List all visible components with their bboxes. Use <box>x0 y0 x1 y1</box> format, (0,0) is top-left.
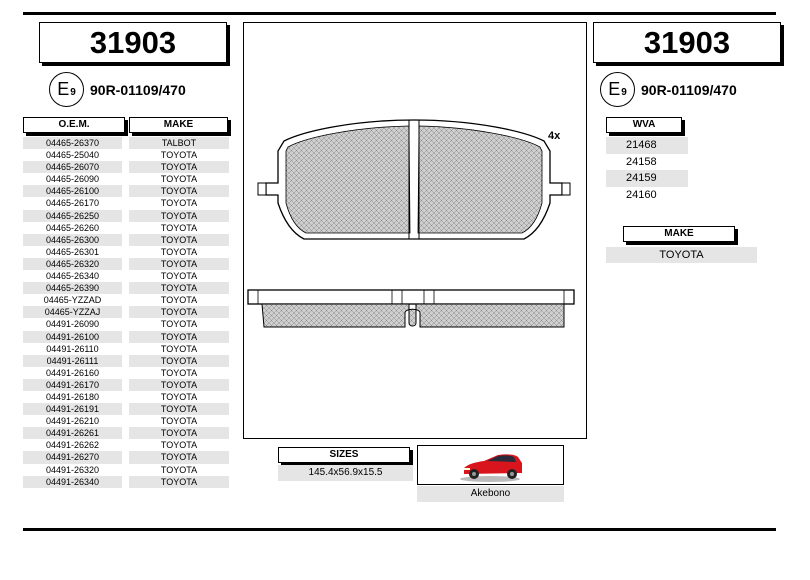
wva-header: WVA <box>606 117 682 133</box>
table-row <box>23 451 229 463</box>
make-name: TOYOTA <box>129 379 229 391</box>
make-name: TOYOTA <box>160 416 198 427</box>
oem-number: 04465-26250 <box>23 210 122 222</box>
oem-number: 04491-26110 <box>46 343 99 354</box>
wva-number: 24160 <box>626 188 657 201</box>
make-name: TOYOTA <box>129 451 229 463</box>
make-name: TOYOTA <box>129 403 229 415</box>
oem-number: 04465-26090 <box>45 174 100 185</box>
oem-number: 04465-26260 <box>45 222 100 233</box>
make-name: TOYOTA <box>160 222 198 233</box>
table-row <box>23 210 229 222</box>
make-name: TOYOTA <box>129 476 229 488</box>
approval-code: 90R-01109/470 <box>90 81 186 98</box>
oem-number: 04465-26170 <box>45 198 100 209</box>
oem-number: 04491-26160 <box>45 367 100 378</box>
make-name: TOYOTA <box>160 319 198 330</box>
table-row <box>23 246 229 258</box>
table-row <box>23 331 229 343</box>
table-row <box>23 197 229 209</box>
oem-number: 04465-26390 <box>23 282 122 294</box>
oem-number: 04465-26320 <box>23 258 122 270</box>
table-row <box>23 355 229 367</box>
brake-pad-drawing <box>243 22 587 439</box>
make-name: TOYOTA <box>129 185 229 197</box>
table-row <box>23 185 229 197</box>
table-row <box>23 222 229 234</box>
table-row <box>23 415 229 427</box>
table-row <box>23 379 229 391</box>
backing-plate <box>248 290 574 304</box>
make-name: TOYOTA <box>160 174 198 185</box>
make-name: TOYOTA <box>160 198 198 209</box>
make-name: TOYOTA <box>129 210 229 222</box>
oem-table <box>23 137 229 488</box>
friction-right <box>418 126 542 233</box>
make-name: TOYOTA <box>160 343 198 354</box>
sizes-header: SIZES <box>278 447 410 463</box>
wva-number: 24159 <box>606 170 688 187</box>
make-name: TOYOTA <box>160 295 198 306</box>
vehicle-image <box>417 445 564 485</box>
table-row <box>23 173 229 185</box>
friction-left <box>286 126 410 233</box>
approval-code: 90R-01109/470 <box>641 81 737 98</box>
oem-number: 04465-26100 <box>23 185 122 197</box>
oem-number: 04491-26340 <box>23 476 122 488</box>
oem-number: 04465-26340 <box>45 271 100 282</box>
table-row <box>23 343 229 355</box>
make-name: TOYOTA <box>129 282 229 294</box>
table-row <box>23 306 229 318</box>
oem-number: 04491-26111 <box>23 355 122 367</box>
oem-header: O.E.M. <box>23 117 125 133</box>
make-box-value: TOYOTA <box>606 247 757 263</box>
table-row <box>23 464 229 476</box>
make-box-header: MAKE <box>623 226 735 242</box>
make-name: TOYOTA <box>129 161 229 173</box>
make-name: TOYOTA <box>129 331 229 343</box>
car-icon <box>418 446 563 484</box>
make-name: TOYOTA <box>129 306 229 318</box>
oem-number: 04465-YZZAD <box>43 295 102 306</box>
oem-number: 04465-26301 <box>45 246 100 257</box>
oem-number: 04491-26262 <box>45 440 100 451</box>
wva-list <box>606 137 688 203</box>
oem-number: 04491-26261 <box>23 427 122 439</box>
table-row <box>23 270 229 282</box>
quantity-label: 4x <box>548 130 561 142</box>
friction-side <box>262 304 564 327</box>
make-name: TOYOTA <box>160 246 198 257</box>
table-row <box>23 318 229 330</box>
e-mark-icon: E $_9$ <box>49 72 84 107</box>
oem-number: 04491-26191 <box>23 403 122 415</box>
make-name: TOYOTA <box>129 258 229 270</box>
oem-number: 04465-26070 <box>23 161 122 173</box>
table-row <box>23 403 229 415</box>
oem-number: 04491-26180 <box>45 391 100 402</box>
table-row <box>23 282 229 294</box>
table-row <box>23 294 229 306</box>
table-row <box>23 161 229 173</box>
make-name: TOYOTA <box>129 355 229 367</box>
table-row <box>23 427 229 439</box>
table-row <box>23 137 229 149</box>
sizes-value: 145.4x56.9x15.5 <box>278 465 413 481</box>
table-row <box>23 258 229 270</box>
part-number-left: 31903 <box>39 22 227 63</box>
table-row <box>23 391 229 403</box>
oem-number: 04465-YZZAJ <box>23 306 122 318</box>
make-name: TOYOTA <box>160 367 198 378</box>
table-row <box>23 367 229 379</box>
approval-mark-right <box>600 72 737 107</box>
oem-number: 04465-26370 <box>23 137 122 149</box>
oem-number: 04491-26270 <box>23 451 122 463</box>
table-row <box>23 149 229 161</box>
oem-number: 04491-26170 <box>23 379 122 391</box>
oem-number: 04491-26210 <box>45 416 100 427</box>
make-name: TALBOT <box>129 137 229 149</box>
oem-number: 04491-26100 <box>23 331 122 343</box>
make-name: TOYOTA <box>160 150 198 161</box>
make-header: MAKE <box>129 117 228 133</box>
oem-number: 04465-25040 <box>45 150 100 161</box>
wva-number: 24158 <box>626 155 657 168</box>
top-rule <box>23 12 776 15</box>
bottom-rule <box>23 528 776 531</box>
table-row <box>23 476 229 488</box>
make-name: TOYOTA <box>129 427 229 439</box>
oem-number: 04465-26300 <box>23 234 122 246</box>
make-name: TOYOTA <box>160 464 198 475</box>
brand-label: Akebono <box>417 486 564 502</box>
make-name: TOYOTA <box>160 271 198 282</box>
table-row <box>23 439 229 451</box>
brake-pad-diagram <box>244 23 585 437</box>
oem-number: 04491-26090 <box>45 319 100 330</box>
wva-number: 21468 <box>606 137 688 154</box>
approval-mark-left <box>49 72 186 107</box>
oem-number: 04491-26320 <box>45 464 100 475</box>
make-name: TOYOTA <box>129 234 229 246</box>
e-mark-icon: E $_9$ <box>600 72 635 107</box>
table-row <box>23 234 229 246</box>
make-name: TOYOTA <box>160 391 198 402</box>
make-name: TOYOTA <box>160 440 198 451</box>
part-number-right: 31903 <box>593 22 781 63</box>
